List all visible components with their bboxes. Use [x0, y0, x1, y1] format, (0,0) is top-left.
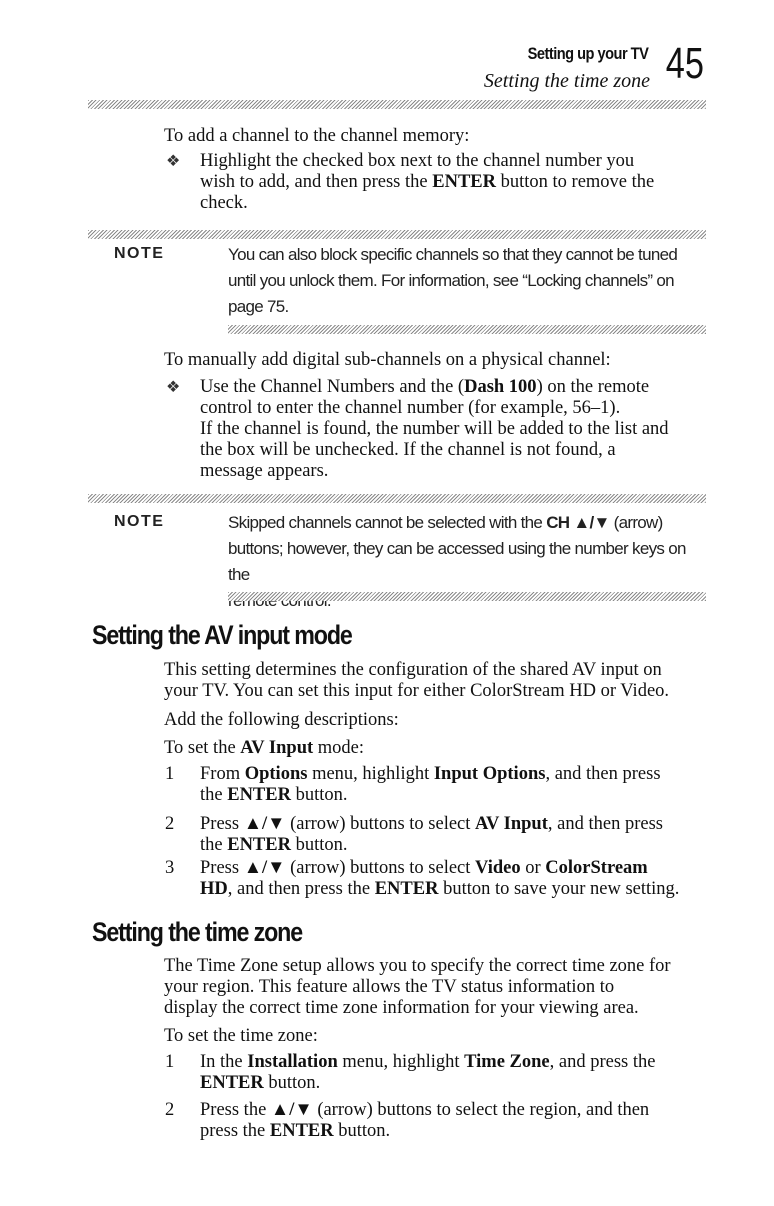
- bullet-icon: ❖: [166, 153, 181, 170]
- running-header-chapter: Setting up your TV: [527, 44, 648, 63]
- add-channel-intro: To add a channel to the channel memory:: [164, 126, 470, 146]
- step-number: 2: [165, 814, 175, 834]
- bullet-icon: ❖: [166, 379, 181, 396]
- digital-bullet: Use the Channel Numbers and the (Dash 100) on the remote control to enter the channel number (for example, 56–1). If the channel is found, the number will be added to the list and the box will be unchecked. If the channel is not found, a message appears.: [200, 377, 669, 481]
- av-step-1: From Options menu, highlight Input Options, and then press the ENTER button.: [200, 764, 661, 805]
- header-rule: [88, 100, 706, 109]
- av-step-3: Press ▲/▼ (arrow) buttons to select Video or ColorStream HD, and then press the ENTER button to save your new setting.: [200, 858, 680, 899]
- section-heading-av-input: Setting the AV input mode: [92, 620, 352, 650]
- note-rule-bottom: [228, 325, 706, 334]
- tz-step-2: Press the ▲/▼ (arrow) buttons to select the region, and then press the ENTER button.: [200, 1100, 650, 1141]
- av-add-descriptions: Add the following descriptions:: [164, 710, 399, 730]
- tz-step-1: In the Installation menu, highlight Time Zone, and press the ENTER button.: [200, 1052, 656, 1093]
- digital-intro: To manually add digital sub-channels on a physical channel:: [164, 350, 611, 370]
- tz-instructions-intro: To set the time zone:: [164, 1026, 318, 1046]
- step-number: 1: [165, 1052, 175, 1072]
- av-description: This setting determines the configuration of the shared AV input on your TV. You can set this input for either ColorStream HD or Video.: [164, 660, 670, 701]
- note-rule-bottom: [228, 592, 706, 601]
- note-rule-top: [88, 494, 706, 503]
- note-text: Skipped channels cannot be selected with the CH ▲/▼ (arrow) buttons; however, they can be accessed using the number keys on the: [228, 513, 686, 584]
- av-instructions-intro: To set the AV Input mode:: [164, 738, 365, 758]
- add-channel-bullet: Highlight the checked box next to the channel number you wish to add, and then press the ENTER button to remove the check.: [200, 151, 655, 213]
- note-label: NOTE: [114, 513, 165, 530]
- step-number: 1: [165, 764, 175, 784]
- av-step-2: Press ▲/▼ (arrow) buttons to select AV Input, and then press the ENTER button.: [200, 814, 663, 855]
- note-rule-top: [88, 230, 706, 239]
- step-number: 3: [165, 858, 175, 878]
- running-header-section: Setting the time zone: [483, 70, 650, 92]
- page-number: 45: [665, 39, 704, 88]
- step-number: 2: [165, 1100, 175, 1120]
- note-text: You can also block specific channels so that they cannot be tuned until you unlock them. For information, see “Locking channels” on page 75.: [228, 245, 678, 316]
- note-label: NOTE: [114, 245, 165, 262]
- tz-description: The Time Zone setup allows you to specify the correct time zone for your region. This feature allows the TV status information to display the correct time zone information for your viewing area.: [164, 956, 671, 1018]
- section-heading-time-zone: Setting the time zone: [92, 917, 303, 947]
